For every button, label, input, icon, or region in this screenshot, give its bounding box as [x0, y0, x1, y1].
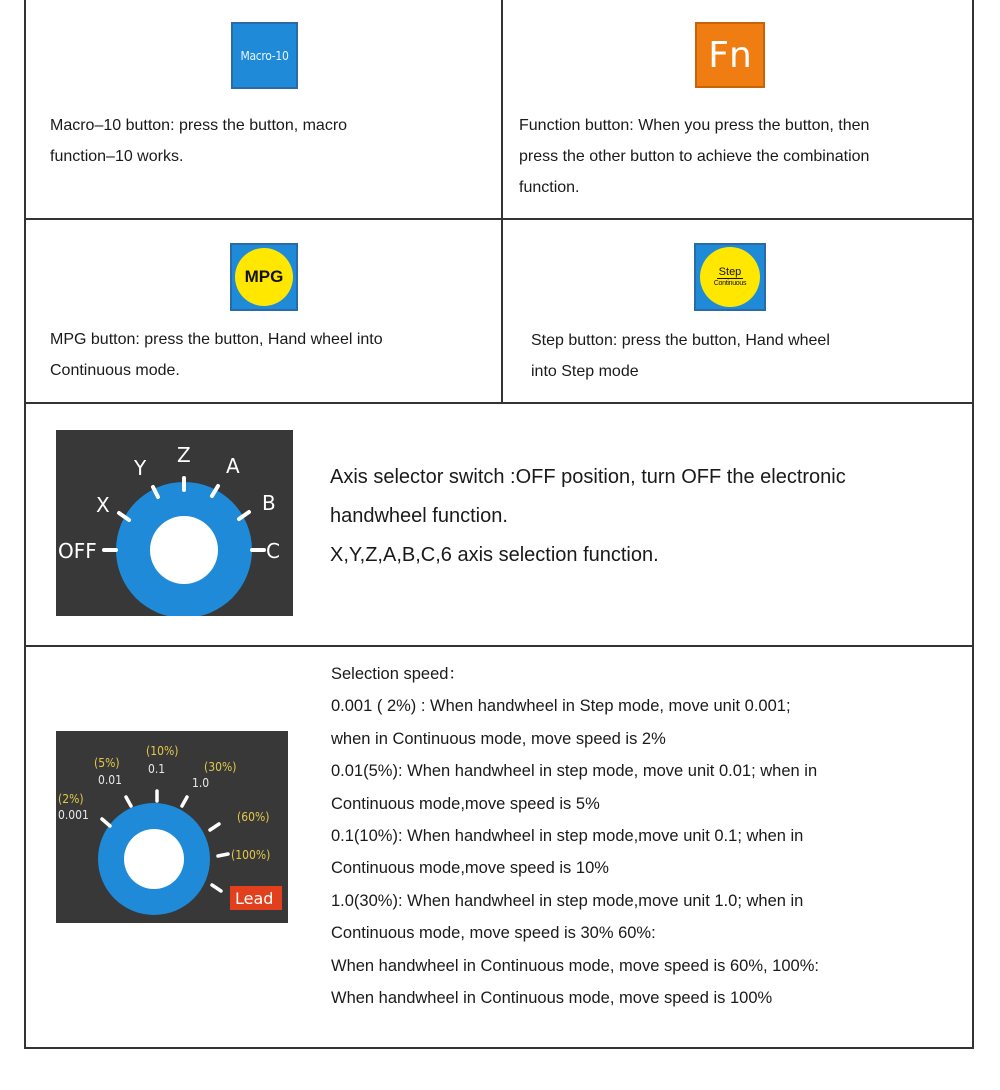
text-line: 0.001 ( 2%) : When handwheel in Step mode, move unit 0.001; [331, 697, 791, 716]
dial-label-30pct: (30%) [204, 760, 237, 774]
dial-label-60pct: (60%) [237, 810, 270, 824]
row-divider [24, 402, 974, 404]
column-divider [501, 0, 503, 220]
text-line: X,Y,Z,A,B,C,6 axis selection function. [330, 544, 659, 566]
dial-label-z: Z [177, 443, 191, 467]
text-line: Continuous mode. [50, 362, 180, 379]
step-key-label: Step [718, 265, 742, 278]
text-line: handwheel function. [330, 505, 508, 527]
text-line: When handwheel in Continuous mode, move speed is 100% [331, 989, 773, 1008]
column-divider [501, 218, 503, 404]
fn-key-label: Fn [708, 34, 752, 76]
speed-selector-dial-graphic [56, 731, 288, 923]
dial-label-5pct: (5%) [94, 756, 120, 770]
dial-label-b: B [262, 491, 276, 515]
dial-label-0-001: 0.001 [58, 808, 89, 822]
dial-knob [150, 516, 218, 584]
dial-knob [124, 829, 184, 889]
text-line: 0.1(10%): When handwheel in step mode,move unit 0.1; when in [331, 827, 804, 846]
dial-label-a: A [226, 454, 240, 478]
macro-10-description [50, 110, 490, 172]
dial-label-c: C [266, 539, 280, 563]
dial-label-0-1: 0.1 [148, 762, 166, 776]
fn-key-icon [695, 22, 765, 88]
text-line: Macro–10 button: press the button, macro [50, 117, 348, 134]
macro-10-key-label: Macro-10 [240, 48, 289, 63]
text-line: function–10 works. [50, 148, 184, 165]
speed-selector-dial-image [56, 731, 288, 923]
text-line: Selection speed： [331, 665, 465, 683]
dial-label-y: Y [134, 456, 147, 480]
text-line: when in Continuous mode, move speed is 2% [331, 729, 666, 748]
dial-label-x: X [96, 493, 110, 517]
dial-label-10pct: (10%) [146, 744, 179, 758]
text-line: 0.01(5%): When handwheel in step mode, move unit 0.01; when in [331, 762, 818, 781]
text-line: Continuous mode,move speed is 5% [331, 794, 600, 813]
dial-label-1-0: 1.0 [192, 776, 210, 790]
speed-selector-description [331, 658, 971, 1014]
text-line: 1.0(30%): When handwheel in step mode,move unit 1.0; when in [331, 891, 804, 910]
mpg-description [50, 324, 490, 386]
row-divider [24, 218, 974, 220]
text-line: function. [519, 179, 580, 196]
dial-label-off: OFF [58, 539, 97, 563]
fn-description [519, 110, 969, 203]
text-line: Continuous mode,move speed is 10% [331, 859, 609, 878]
text-line: into Step mode [531, 363, 639, 380]
text-line: Axis selector switch :OFF position, turn OFF the electronic [330, 466, 846, 488]
text-line: Continuous mode, move speed is 30% 60%: [331, 924, 656, 943]
text-line: press the other button to achieve the combination [519, 148, 870, 165]
dial-label-2pct: (2%) [58, 792, 84, 806]
dial-label-0-01: 0.01 [98, 773, 123, 787]
axis-selector-description [330, 458, 970, 575]
text-line: Function button: When you press the button, then [519, 117, 870, 134]
text-line: When handwheel in Continuous mode, move speed is 60%, 100%: [331, 956, 819, 975]
axis-selector-dial-image [56, 430, 293, 616]
step-key-icon [694, 243, 766, 311]
dial-label-100pct: (100%) [231, 848, 271, 862]
axis-selector-dial-graphic [56, 430, 293, 616]
macro-10-key-icon [231, 22, 298, 89]
row-divider [24, 645, 974, 647]
mpg-key-label: MPG [244, 267, 284, 286]
mpg-key-icon [230, 243, 298, 311]
step-description [531, 325, 961, 387]
dial-label-lead: Lead [235, 889, 274, 908]
continuous-key-label: Continuous [713, 279, 747, 287]
text-line: MPG button: press the button, Hand wheel into [50, 331, 383, 348]
text-line: Step button: press the button, Hand wheel [531, 332, 830, 349]
